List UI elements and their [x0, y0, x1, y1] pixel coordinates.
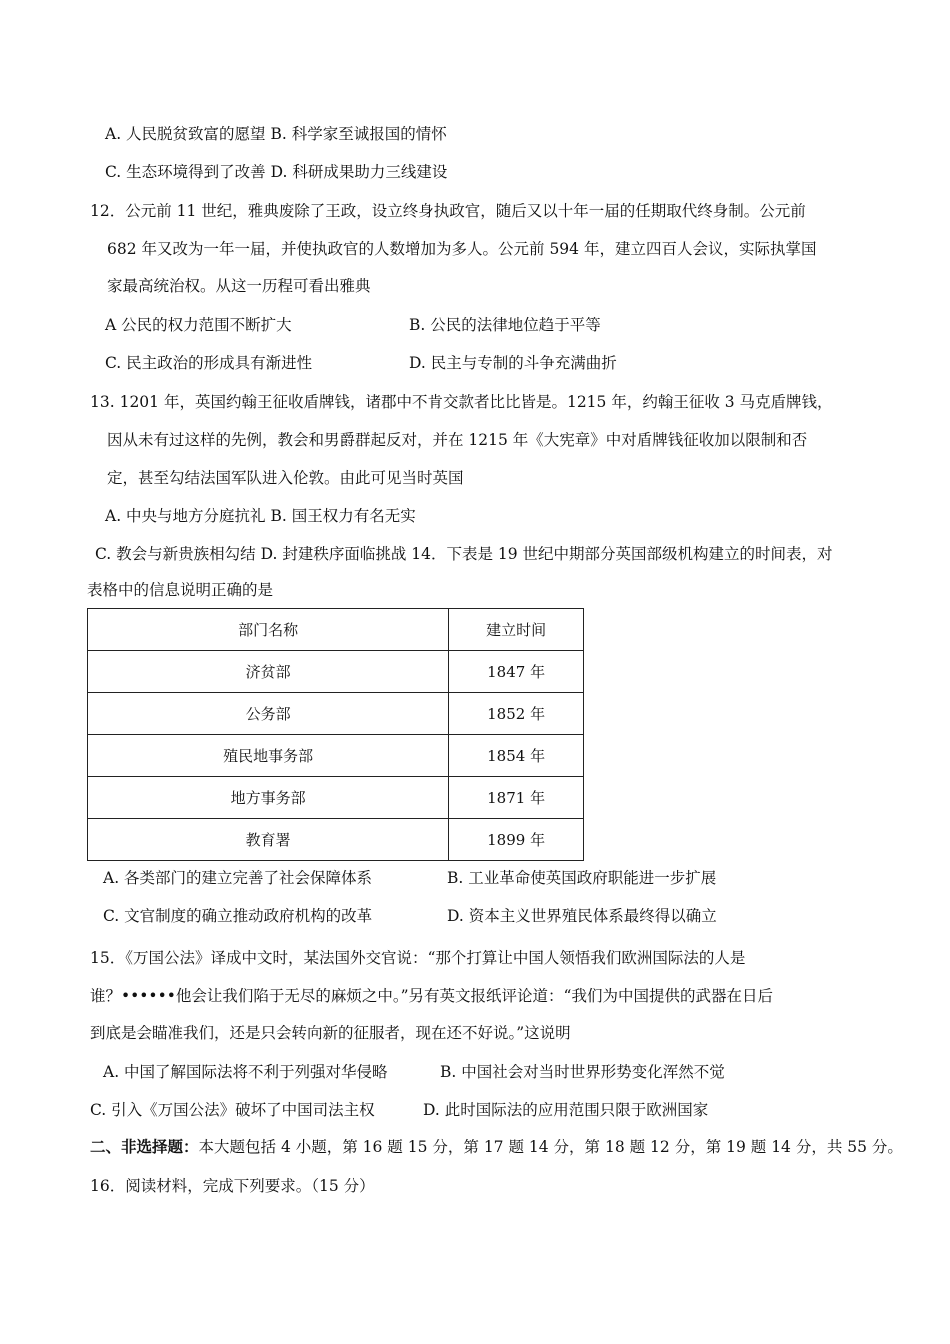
table-cell-year: 1852 年	[449, 693, 584, 735]
table-cell-dept: 济贫部	[88, 651, 449, 693]
q12-option-a: A 公民的权力范围不断扩大	[105, 316, 292, 334]
q12-stem-line3: 家最高统治权。从这一历程可看出雅典	[107, 277, 371, 295]
q14-option-a: A. 各类部门的建立完善了社会保障体系	[103, 869, 373, 887]
table-row	[88, 735, 584, 777]
q14-option-d: D. 资本主义世界殖民体系最终得以确立	[447, 907, 717, 925]
q15-stem-line3: 到底是会瞄准我们，还是只会转向新的征服者，现在还不好说。”这说明	[90, 1024, 571, 1042]
q15-option-d: D. 此时国际法的应用范围只限于欧洲国家	[423, 1101, 709, 1119]
q13-options-line1: A. 中央与地方分庭抗礼 B. 国王权力有名无实	[105, 507, 416, 525]
table-header-year: 建立时间	[449, 609, 584, 651]
q13-stem-line1: 13. 1201 年，英国约翰王征收盾牌钱，诸郡中不肯交款者比比皆是。1215 年，约翰王征收 3 马克盾牌钱，	[90, 393, 833, 411]
section2-desc: 本大题包括 4 小题，第 16 题 15 分，第 17 题 14 分，第 18 题 12 分，第 19 题 14 分，共 55 分。	[198, 1138, 903, 1156]
q12-option-d: D. 民主与专制的斗争充满曲折	[409, 354, 617, 372]
table-header-row	[88, 609, 584, 651]
table-cell-year: 1847 年	[449, 651, 584, 693]
q15-option-a: A. 中国了解国际法将不利于列强对华侵略	[103, 1063, 388, 1081]
table-header-dept: 部门名称	[88, 609, 449, 651]
table-cell-dept: 地方事务部	[88, 777, 449, 819]
q15-option-c: C. 引入《万国公法》破坏了中国司法主权	[90, 1101, 375, 1119]
ministry-table	[87, 608, 584, 861]
table-cell-year: 1854 年	[449, 735, 584, 777]
table-cell-dept: 殖民地事务部	[88, 735, 449, 777]
table-cell-year: 1871 年	[449, 777, 584, 819]
q14-stem-line2: 表格中的信息说明正确的是	[87, 581, 274, 599]
q14-option-b: B. 工业革命使英国政府职能进一步扩展	[447, 869, 717, 887]
q11-options-line2: C. 生态环境得到了改善 D. 科研成果助力三线建设	[105, 163, 448, 181]
table-row	[88, 819, 584, 861]
q13-stem-line3: 定，甚至勾结法国军队进入伦敦。由此可见当时英国	[107, 469, 464, 487]
q12-option-c: C. 民主政治的形成具有渐进性	[105, 354, 313, 372]
q11-options-line1: A. 人民脱贫致富的愿望 B. 科学家至诚报国的情怀	[105, 125, 447, 143]
table-row	[88, 651, 584, 693]
q16-stem: 16．阅读材料，完成下列要求。（15 分）	[90, 1177, 375, 1195]
q13-stem-line2: 因从未有过这样的先例，教会和男爵群起反对，并在 1215 年《大宪章》中对盾牌钱征收加以限制和否	[107, 431, 808, 449]
table-cell-year: 1899 年	[449, 819, 584, 861]
q14-option-c: C. 文官制度的确立推动政府机构的改革	[103, 907, 373, 925]
section2-title: 二、非选择题：	[90, 1137, 199, 1156]
table-cell-dept: 公务部	[88, 693, 449, 735]
q15-stem-line1: 15．《万国公法》译成中文时，某法国外交官说：“那个打算让中国人领悟我们欧洲国际法的人是	[90, 949, 746, 967]
section2-header	[90, 1136, 903, 1158]
table-row	[88, 693, 584, 735]
q12-stem-line2: 682 年又改为一年一届，并使执政官的人数增加为多人。公元前 594 年，建立四百人会议，实际执掌国	[107, 240, 817, 258]
table-row	[88, 777, 584, 819]
q12-option-b: B. 公民的法律地位趋于平等	[409, 316, 601, 334]
q15-stem-line2: 谁？••••••他会让我们陷于无尽的麻烦之中。”另有英文报纸评论道：“我们为中国提供的武器在日后	[90, 987, 773, 1005]
q15-option-b: B. 中国社会对当时世界形势变化浑然不觉	[440, 1063, 725, 1081]
table-cell-dept: 教育署	[88, 819, 449, 861]
q13-options-line2: C. 教会与新贵族相勾结 D. 封建秩序面临挑战 14．下表是 19 世纪中期部分英国部级机构建立的时间表，对	[95, 545, 833, 563]
q12-stem-line1: 12．公元前 11 世纪，雅典废除了王政，设立终身执政官，随后又以十年一届的任期取代终身制。公元前	[90, 202, 806, 220]
